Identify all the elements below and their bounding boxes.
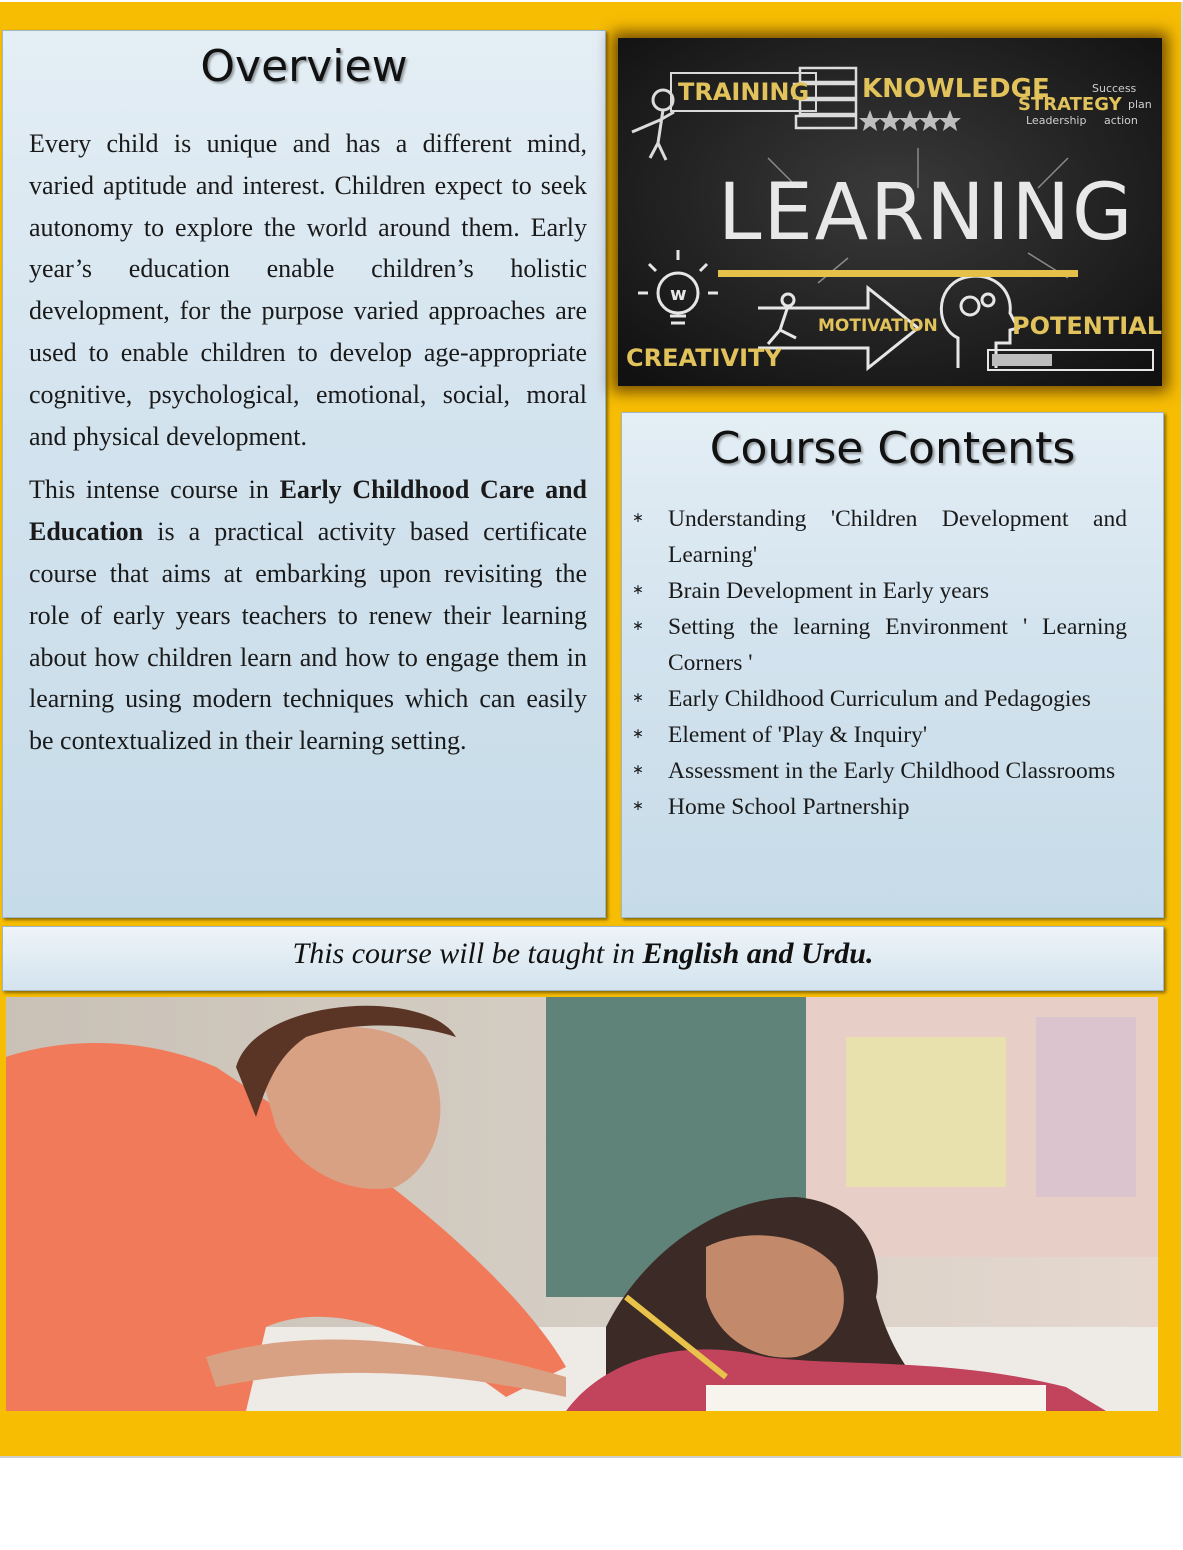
plan-label: plan <box>1128 98 1152 111</box>
language-banner <box>2 926 1164 991</box>
course-contents-title: Course Contents <box>709 423 1076 474</box>
lightbulb-letter: w <box>670 284 687 305</box>
knowledge-label: KNOWLEDGE <box>862 74 1050 104</box>
bullet-icon: ∗ <box>632 799 644 814</box>
bullet-icon: ∗ <box>632 691 644 706</box>
leadership-label: Leadership <box>1026 114 1087 127</box>
course-contents-panel <box>621 412 1164 918</box>
overview-title: Overview <box>200 41 408 92</box>
list-item: ∗ Home School Partnership <box>628 789 1127 825</box>
p2-rest: is a practical activity based certificate course that aims at embarking upon revisiting the role of early years teachers to renew their learning about how children learn and how to engage them in learning using modern techniques which can easily be contextualized in their learning setting. <box>29 517 587 756</box>
list-item: ∗ Assessment in the Early Childhood Classrooms <box>628 753 1127 789</box>
training-label: TRAINING <box>670 72 817 112</box>
list-item: ∗ Early Childhood Curriculum and Pedagogies <box>628 681 1127 717</box>
learning-underline <box>718 270 1078 277</box>
teacher-child-photo <box>6 997 1158 1411</box>
motivation-label: MOTIVATION <box>818 316 938 336</box>
languages: English and Urdu. <box>642 937 874 970</box>
success-label: Success <box>1092 82 1137 95</box>
language-banner-text: This course will be taught in English and Urdu. <box>292 937 874 970</box>
paper <box>706 1385 1046 1411</box>
list-item: ∗ Understanding 'Children Development and Learning' <box>628 501 1127 573</box>
overview-text <box>29 123 587 762</box>
classroom-illustration <box>6 997 1158 1411</box>
creativity-label: CREATIVITY <box>626 344 782 372</box>
learning-chalkboard-image <box>618 38 1162 386</box>
course-contents-list <box>628 501 1127 825</box>
action-label: action <box>1104 114 1138 127</box>
bullet-icon: ∗ <box>632 583 644 598</box>
overview-paragraph-1: Every child is unique and has a different mind, varied aptitude and interest. Children expect to seek autonomy to explore the world around them. Early year’s education enable children’s holistic development, for the purpose varied approaches are used to enable children to develop age-appropriate cognitive, psychological, emotional, social, moral and physical development. <box>29 129 587 451</box>
course-name: Early Childhood Care and Education <box>29 475 587 547</box>
bullet-icon: ∗ <box>632 619 644 634</box>
p2-intro: This intense course in <box>29 475 280 505</box>
list-item: ∗ Setting the learning Environment ' Learning Corners ' <box>628 609 1127 681</box>
bullet-icon: ∗ <box>632 511 644 526</box>
potential-label: POTENTIAL <box>1012 312 1162 340</box>
overview-panel <box>2 30 606 918</box>
bullet-icon: ∗ <box>632 727 644 742</box>
potential-bar-fill <box>992 354 1052 366</box>
overview-paragraph-2 <box>29 469 587 762</box>
list-item: ∗ Element of 'Play & Inquiry' <box>628 717 1127 753</box>
strategy-label: STRATEGY <box>1018 94 1122 115</box>
bullet-icon: ∗ <box>632 763 644 778</box>
list-item: ∗ Brain Development in Early years <box>628 573 1127 609</box>
learning-word: LEARNING <box>718 168 1135 258</box>
